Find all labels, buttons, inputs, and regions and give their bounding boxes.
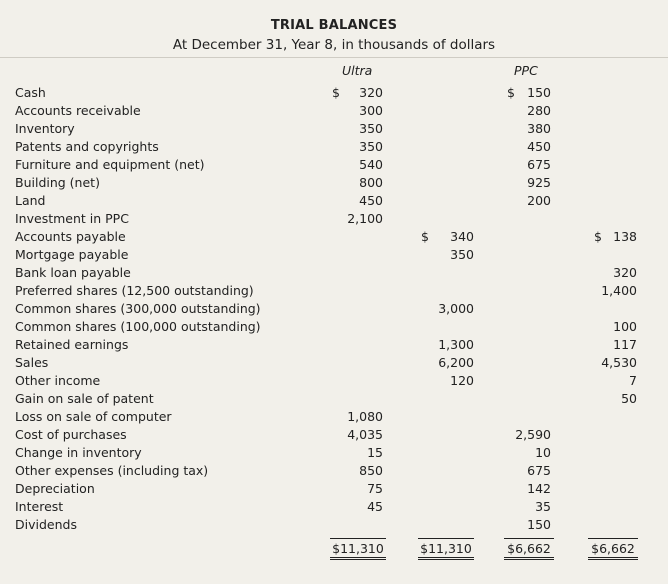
- currency-ppc-credit: $: [594, 229, 602, 244]
- amount-ultra-cr: 340: [450, 229, 474, 244]
- amount-ultra-dr: 800: [359, 175, 383, 190]
- total-ultra-debit: $11,310: [332, 541, 384, 556]
- table-row: [15, 445, 655, 463]
- amount-ppc-cr: 4,530: [601, 355, 637, 370]
- amount-ultra-dr: 540: [359, 157, 383, 172]
- table-row: [15, 193, 655, 211]
- double-rule-ppc-credit-1: [588, 557, 638, 558]
- account-label: Cash: [15, 85, 46, 100]
- double-rule-ppc-debit-2: [504, 559, 554, 560]
- amount-ppc-cr: 100: [613, 319, 637, 334]
- table-row: [15, 157, 655, 175]
- amount-ppc-dr: 150: [527, 517, 551, 532]
- double-rule-ultra-debit-2: [330, 559, 386, 560]
- amount-ppc-cr: 138: [613, 229, 637, 244]
- amount-ultra-dr: 2,100: [347, 211, 383, 226]
- amount-ppc-dr: 200: [527, 193, 551, 208]
- header-divider: [0, 57, 668, 58]
- account-label: Inventory: [15, 121, 75, 136]
- account-label: Common shares (300,000 outstanding): [15, 301, 261, 316]
- table-row: [15, 499, 655, 517]
- amount-ppc-dr: 150: [527, 85, 551, 100]
- amount-ppc-dr: 675: [527, 157, 551, 172]
- total-ppc-credit: $6,662: [591, 541, 635, 556]
- account-label: Interest: [15, 499, 64, 514]
- account-label: Cost of purchases: [15, 427, 127, 442]
- account-label: Retained earnings: [15, 337, 129, 352]
- amount-ppc-cr: 50: [621, 391, 637, 406]
- amount-ppc-dr: 450: [527, 139, 551, 154]
- table-row: [15, 517, 655, 535]
- account-label: Dividends: [15, 517, 77, 532]
- account-label: Accounts payable: [15, 229, 126, 244]
- account-label: Change in inventory: [15, 445, 142, 460]
- amount-ppc-dr: 380: [527, 121, 551, 136]
- amount-ultra-cr: 6,200: [438, 355, 474, 370]
- account-label: Common shares (100,000 outstanding): [15, 319, 261, 334]
- amount-ppc-dr: 142: [527, 481, 551, 496]
- table-row: [15, 463, 655, 481]
- amount-ppc-cr: 117: [613, 337, 637, 352]
- amount-ppc-dr: 280: [527, 103, 551, 118]
- amount-ultra-dr: 75: [367, 481, 383, 496]
- table-row: [15, 211, 655, 229]
- amount-ultra-dr: 350: [359, 121, 383, 136]
- account-label: Accounts receivable: [15, 103, 141, 118]
- account-label: Furniture and equipment (net): [15, 157, 205, 172]
- amount-ppc-cr: 1,400: [601, 283, 637, 298]
- amount-ultra-cr: 1,300: [438, 337, 474, 352]
- amount-ultra-dr: 320: [359, 85, 383, 100]
- table-row: [15, 337, 655, 355]
- amount-ultra-dr: 1,080: [347, 409, 383, 424]
- column-header-ppc: PPC: [514, 63, 538, 78]
- account-label: Mortgage payable: [15, 247, 129, 262]
- amount-ppc-dr: 675: [527, 463, 551, 478]
- amount-ppc-cr: 7: [629, 373, 637, 388]
- table-row: [15, 373, 655, 391]
- amount-ultra-dr: 45: [367, 499, 383, 514]
- account-label: Other income: [15, 373, 101, 388]
- amount-ultra-cr: 120: [450, 373, 474, 388]
- account-label: Investment in PPC: [15, 211, 129, 226]
- amount-ppc-dr: 925: [527, 175, 551, 190]
- table-row: [15, 175, 655, 193]
- account-label: Other expenses (including tax): [15, 463, 209, 478]
- amount-ultra-dr: 850: [359, 463, 383, 478]
- account-label: Bank loan payable: [15, 265, 131, 280]
- account-label: Land: [15, 193, 46, 208]
- total-ppc-debit: $6,662: [507, 541, 551, 556]
- total-rule-ultra-debit: [330, 538, 386, 539]
- table-row: [15, 247, 655, 265]
- account-label: Loss on sale of computer: [15, 409, 172, 424]
- table-row: [15, 409, 655, 427]
- amount-ultra-dr: 4,035: [347, 427, 383, 442]
- account-label: Gain on sale of patent: [15, 391, 154, 406]
- amount-ultra-dr: 350: [359, 139, 383, 154]
- currency-ultra-credit: $: [421, 229, 429, 244]
- table-row: [15, 229, 655, 247]
- table-row: [15, 355, 655, 373]
- amount-ppc-dr: 2,590: [515, 427, 551, 442]
- double-rule-ultra-credit-1: [418, 557, 474, 558]
- amount-ultra-cr: 350: [450, 247, 474, 262]
- account-label: Patents and copyrights: [15, 139, 159, 154]
- double-rule-ultra-credit-2: [418, 559, 474, 560]
- amount-ppc-cr: 320: [613, 265, 637, 280]
- table-row: [15, 481, 655, 499]
- table-row: [15, 139, 655, 157]
- amount-ultra-dr: 300: [359, 103, 383, 118]
- table-row: [15, 103, 655, 121]
- report-title: TRIAL BALANCES: [270, 18, 398, 33]
- table-row: [15, 427, 655, 445]
- currency-ultra-debit: $: [332, 85, 340, 100]
- column-header-ultra: Ultra: [342, 63, 373, 78]
- total-rule-ultra-credit: [418, 538, 474, 539]
- account-label: Preferred shares (12,500 outstanding): [15, 283, 254, 298]
- amount-ppc-dr: 35: [535, 499, 551, 514]
- account-label: Depreciation: [15, 481, 95, 496]
- report-subtitle: At December 31, Year 8, in thousands of dollars: [172, 37, 496, 53]
- total-rule-ppc-debit: [504, 538, 554, 539]
- double-rule-ppc-debit-1: [504, 557, 554, 558]
- amount-ultra-dr: 15: [367, 445, 383, 460]
- total-ultra-credit: $11,310: [420, 541, 472, 556]
- amount-ppc-dr: 10: [535, 445, 551, 460]
- table-row: [15, 85, 655, 103]
- double-rule-ultra-debit-1: [330, 557, 386, 558]
- table-row: [15, 391, 655, 409]
- currency-ppc-debit: $: [507, 85, 515, 100]
- account-label: Building (net): [15, 175, 100, 190]
- double-rule-ppc-credit-2: [588, 559, 638, 560]
- account-label: Sales: [15, 355, 49, 370]
- table-row: [15, 265, 655, 283]
- total-rule-ppc-credit: [588, 538, 638, 539]
- amount-ultra-cr: 3,000: [438, 301, 474, 316]
- amount-ultra-dr: 450: [359, 193, 383, 208]
- table-row: [15, 283, 655, 301]
- table-row: [15, 301, 655, 319]
- table-row: [15, 121, 655, 139]
- table-row: [15, 319, 655, 337]
